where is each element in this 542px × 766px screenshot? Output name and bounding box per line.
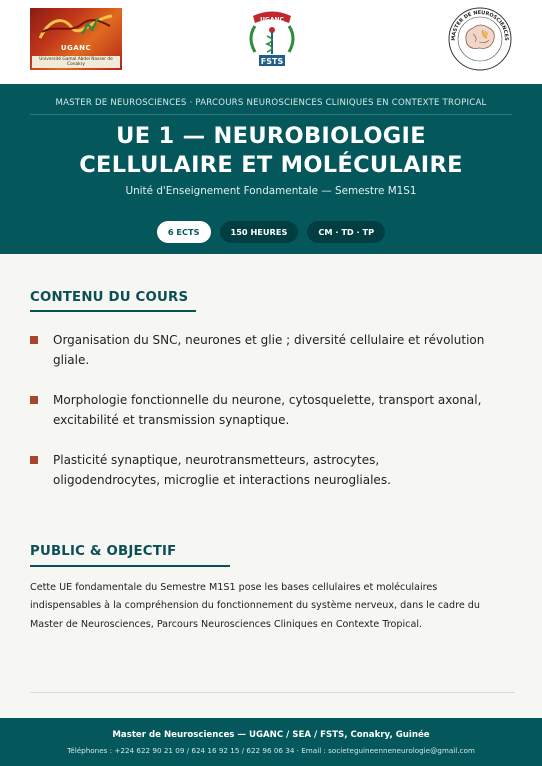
uganc-logo-name: UGANC (60, 44, 92, 52)
contenu-section-underline (30, 310, 196, 312)
fsts-logo-bottom-text: FSTS (260, 57, 284, 66)
footer-contact: Téléphones : +224 622 90 21 09 / 624 16 92 15 / 622 96 06 34 · Email : societeguineenneneurologie@gmail.com (67, 746, 475, 755)
ects-badge: 6 ECTS (157, 221, 211, 243)
course-title-line-1: UE 1 — NEUROBIOLOGIE (116, 123, 426, 149)
format-badge: CM · TD · TP (307, 221, 385, 243)
flame-emblem-icon (36, 12, 116, 42)
course-header-banner (0, 84, 542, 254)
header-divider (30, 114, 512, 115)
fsts-logo (239, 8, 305, 70)
master-logo-ring-text: MASTER DE NEUROSCIENCES (450, 9, 510, 41)
course-content-list (30, 330, 490, 510)
list-item (30, 390, 490, 430)
public-objective-text: Cette UE fondamentale du Semestre M1S1 pose les bases cellulaires et moléculaires indispensables à la compréhension du fonctionnement du système nerveux, dans le cadre du Master de Neurosciences, Parcours Neurosciences Cliniques en Contexte Tropical. (30, 582, 480, 630)
hours-badge: 150 HEURES (220, 221, 299, 243)
list-item (30, 450, 490, 490)
list-item-text: Morphologie fonctionnelle du neurone, cytosquelette, transport axonal, excitabilité et transmission synaptique. (53, 393, 482, 427)
course-title-line-2: CELLULAIRE ET MOLÉCULAIRE (79, 152, 463, 178)
list-item-text: Plasticité synaptique, neurotransmetteurs, astrocytes, oligodendrocytes, microglie et interactions neurogliales. (53, 453, 391, 487)
contenu-section-title: CONTENU DU COURS (30, 290, 189, 305)
bullet-square-icon (30, 336, 38, 344)
course-title (0, 122, 542, 180)
public-section-underline (30, 565, 230, 567)
uganc-logo (30, 8, 122, 70)
program-label: MASTER DE NEUROSCIENCES · PARCOURS NEUROSCIENCES CLINIQUES EN CONTEXTE TROPICAL (55, 98, 487, 108)
fsts-logo-top-text: UGANC (260, 16, 284, 24)
course-badges (0, 221, 542, 243)
uganc-logo-subtitle: Université Gamal Abdel Nasser de Conakry (32, 56, 120, 68)
brain-seal-icon (445, 6, 515, 72)
list-item-text: Organisation du SNC, neurones et glie ; diversité cellulaire et révolution gliale. (53, 333, 485, 367)
footer-divider (30, 692, 515, 693)
course-subtitle: Unité d'Enseignement Fondamentale — Semestre M1S1 (125, 185, 417, 197)
footer-institution: Master de Neurosciences — UGANC / SEA / FSTS, Conakry, Guinée (112, 730, 430, 740)
fsts-emblem-icon (239, 8, 305, 70)
page-footer (0, 718, 542, 766)
bullet-square-icon (30, 396, 38, 404)
master-neurosciences-logo (445, 6, 515, 72)
public-section-title: PUBLIC & OBJECTIF (30, 544, 177, 559)
logo-bar (0, 0, 542, 84)
list-item (30, 330, 490, 370)
bullet-square-icon (30, 456, 38, 464)
